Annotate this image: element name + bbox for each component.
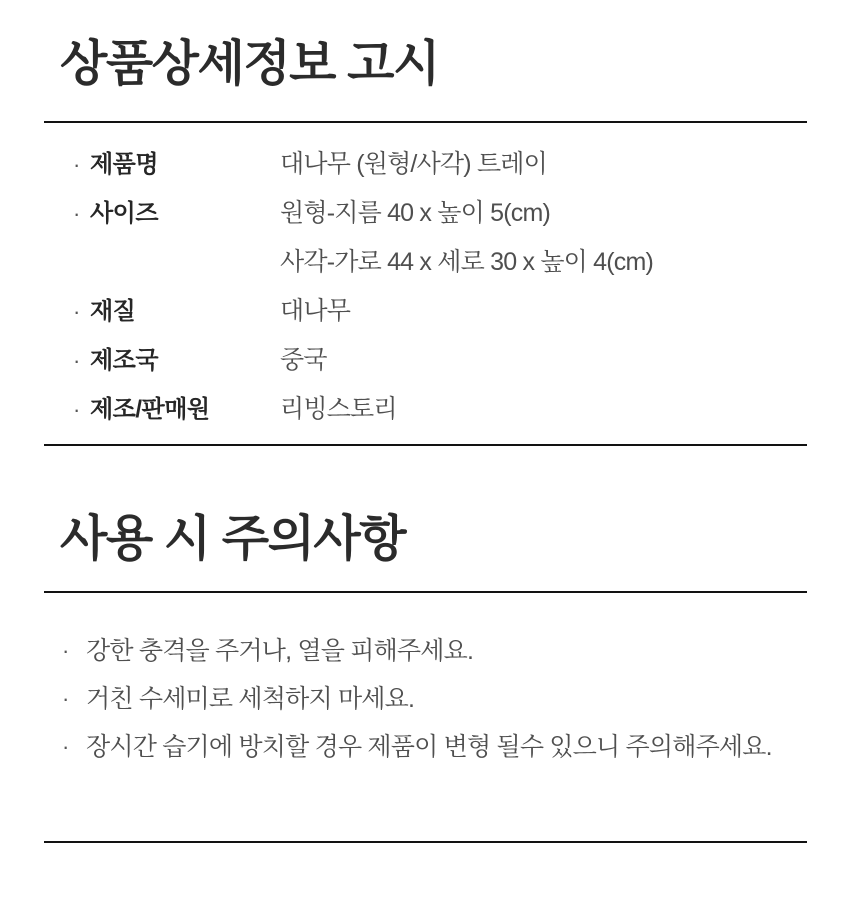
bullet-icon: · (62, 734, 70, 759)
info-value-size (280, 189, 653, 287)
caution-text-scrubber: 거친 수세미로 세척하지 마세요. (86, 685, 415, 713)
info-label-manufacturer: 제조/판매원 (90, 396, 210, 423)
bullet-icon: · (73, 299, 81, 324)
info-row-manufacturer (73, 385, 813, 434)
divider-under-caution-title (44, 591, 807, 593)
bullet-icon: · (73, 201, 81, 226)
caution-item-impact (62, 627, 812, 675)
divider-under-product-title (44, 121, 807, 123)
divider-under-product-info (44, 444, 807, 446)
caution-item-scrubber (62, 675, 812, 723)
info-value-product-name: 대나무 (원형/사각) 트레이 (280, 150, 547, 178)
divider-bottom (44, 841, 807, 843)
info-row-material (73, 287, 813, 336)
info-label-country: 제조국 (90, 347, 159, 374)
size-line-square: 사각-가로 44 x 세로 30 x 높이 4(cm) (280, 248, 654, 276)
info-value-manufacturer: 리빙스토리 (280, 395, 397, 423)
product-notice-title: 상품상세정보 고시 (60, 37, 439, 91)
info-row-size (73, 189, 813, 287)
bullet-icon: · (62, 686, 70, 711)
caution-item-humidity (62, 723, 812, 771)
size-line-round: 원형-지름 40 x 높이 5(cm) (280, 199, 550, 227)
product-info-list (73, 140, 813, 434)
info-label-size: 사이즈 (90, 200, 159, 227)
bullet-icon: · (62, 638, 70, 663)
caution-title: 사용 시 주의사항 (60, 512, 406, 566)
caution-list (62, 627, 812, 771)
bullet-icon: · (73, 397, 81, 422)
info-label-material: 재질 (90, 298, 136, 325)
info-value-country: 중국 (280, 346, 327, 374)
caution-text-impact: 강한 충격을 주거나, 열을 피해주세요. (86, 637, 474, 665)
bullet-icon: · (73, 348, 81, 373)
info-label-product-name: 제품명 (90, 151, 159, 178)
info-value-material: 대나무 (280, 297, 351, 325)
bullet-icon: · (73, 152, 81, 177)
info-row-country (73, 336, 813, 385)
info-row-product-name (73, 140, 813, 189)
caution-text-humidity: 장시간 습기에 방치할 경우 제품이 변형 될수 있으니 주의해주세요. (86, 733, 772, 761)
